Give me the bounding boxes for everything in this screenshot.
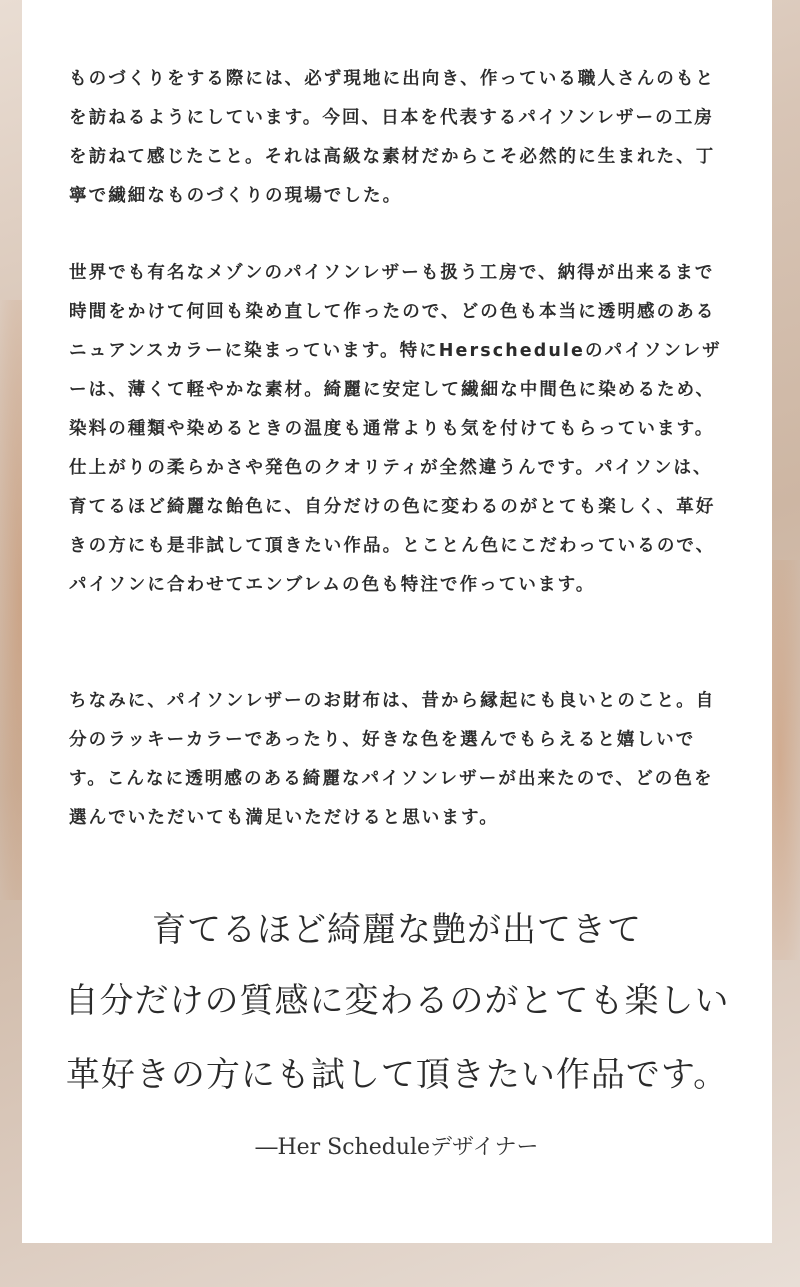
paragraph-visit: ものづくりをする際には、必ず現地に出向き、作っている職人さんのもとを訪ねるようにしています。今回、日本を代表するパイソンレザーの工房を訪ねて感じたこと。それは高級な素材だからこそ必然的に生まれた、丁寧で繊細なものづくりの現場でした。: [69, 68, 716, 206]
paragraph-luck: ちなみに、パイソンレザーのお財布は、昔から縁起にも良いとのこと。自分のラッキーカラーであったり、好きな色を選んでもらえると嬉しいです。こんなに透明感のある綺麗なパイソンレザーが出来たので、どの色を選んでいただいても満足いただけると思います。: [69, 690, 716, 828]
designer-signature: ―Her Scheduleデザイナー: [255, 1135, 539, 1160]
paragraph-workshop: 世界でも有名なメゾンのパイソンレザーも扱う工房で、納得が出来るまで時間をかけて何回も染め直して作ったので、どの色も本当に透明感のあるニュアンスカラーに染まっています。特にHerscheduleのパイソンレザーは、薄くて軽やかな素材。綺麗に安定して繊細な中間色に染めるため、染料の種類や染めるときの温度も通常よりも気を付けてもらっています。仕上がりの柔らかさや発色のクオリティが全然違うんです。パイソンは、育てるほど綺麗な飴色に、自分だけの色に変わるのがとても楽しく、革好きの方にも是非試して頂きたい作品。とことん色にこだわっているので、パイソンに合わせてエンブレムの色も特注で作っています。: [69, 262, 722, 595]
content-card: [22, 0, 772, 1243]
quote-line-1: 育てるほど綺麗な艶が出てきて: [152, 910, 642, 950]
quote-line-3: 革好きの方にも試して頂きたい作品です。: [65, 1055, 729, 1095]
quote-line-2: 自分だけの質感に変わるのがとても楽しい: [64, 981, 730, 1021]
